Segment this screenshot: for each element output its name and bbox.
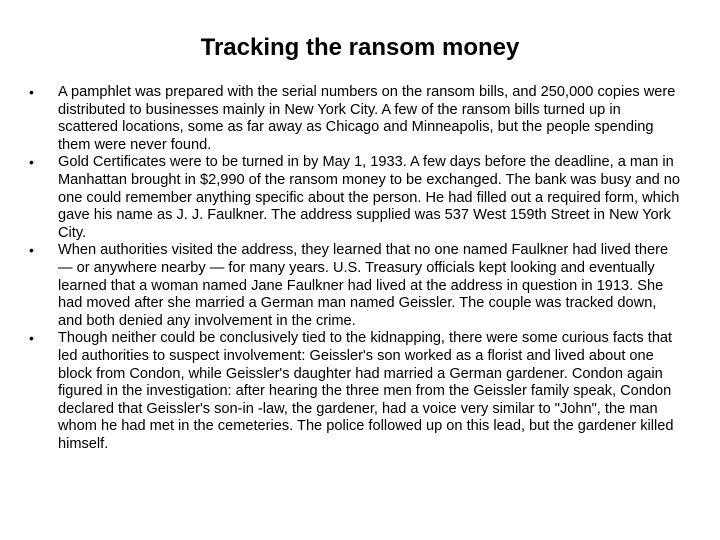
bullet-item [29,154,684,242]
bullet-text: Though neither could be conclusively tied to the kidnapping, there were some curious facts that led authorities to suspect involvement: Geissler's son worked as a florist and lived about one block from Condon, while Geissler's daughter had married a German gardener. Condon again figured in the investigation: after hearing the three men from the Geissler family speak, Condon declared that Geissler's son-in -law, the gardener, had a voice very similar to "John", the man whom he had met in the cemeteries. The police followed up on this lead, but the gardener killed himself. [58,330,674,452]
bullet-text: A pamphlet was prepared with the serial numbers on the ransom bills, and 250,000 copies were distributed to businesses mainly in New York City. A few of the ransom bills turned up in scattered locations, some as far away as Chicago and Minneapolis, but the people spending them were never found. [58,84,676,153]
bullet-item [29,84,684,154]
bullet-text: When authorities visited the address, they learned that no one named Faulkner had lived there — or anywhere nearby — for many years. U.S. Treasury officials kept looking and eventually learned that a woman named Jane Faulkner had lived at the address in question in 1913. She had moved after she married a German man named Geissler. The couple was tracked down, and both denied any involvement in the crime. [58,242,669,329]
bullet-list [29,84,684,453]
slide-title: Tracking the ransom money [200,34,520,61]
bullet-dot: • [29,330,34,347]
bullet-dot: • [29,154,34,171]
bullet-item [29,330,684,453]
bullet-text: Gold Certificates were to be turned in by May 1, 1933. A few days before the deadline, a man in Manhattan brought in $2,990 of the ransom money to be exchanged. The bank was busy and no one could remember anything specific about the person. He had filled out a required form, which gave his name as J. J. Faulkner. The address supplied was 537 West 159th Street in New York City. [58,154,681,241]
bullet-item [29,242,684,330]
bullet-dot: • [29,84,34,100]
bullet-dot: • [29,242,34,259]
